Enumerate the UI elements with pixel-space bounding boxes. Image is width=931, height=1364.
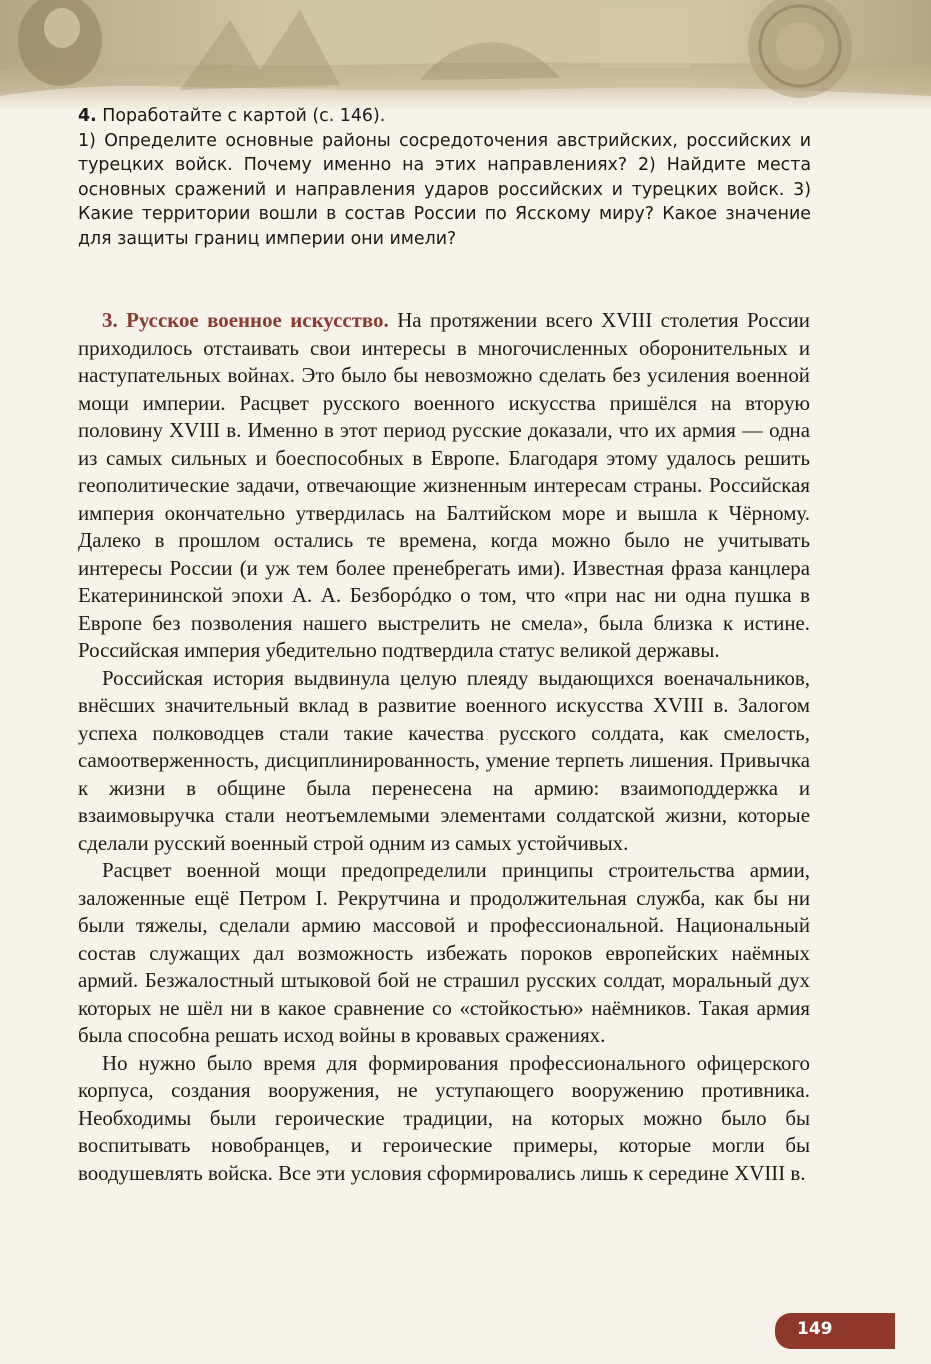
task-title: Поработайте с картой (с. 146). — [102, 106, 386, 126]
paragraph-3: Расцвет военной мощи предопределили принципы строительства армии, заложенные ещё Петром I. Рекрутчина и продолжительная служба, как бы ни были тяжелы, сделали армию массовой и профессиональной. Национальный состав служащих дал возможность избежать пороков европейских наёмных армий. Безжалостный штыковой бой не страшил русских солдат, моральный дух которых не шёл ни в какое сравнение со «стойкостью» наёмников. Такая армия была способна решать исход войны в кровавых сражениях. — [78, 858, 810, 1047]
section-heading: 3. Русское военное искусство. — [102, 308, 389, 332]
decorative-banner — [0, 0, 931, 112]
map-task-block — [78, 104, 811, 252]
task-questions: 1) Определите основные районы сосредоточения австрийских, российских и турецких войск. Почему именно на этих направлениях? 2) Найдите места основных сражений и направления ударов российских и турецких войск. 3) Какие территории вошли в состав России по Ясскому миру? Какое значение для защиты границ империи они имели? — [78, 130, 811, 249]
page-number: 149 — [797, 1319, 833, 1339]
page-number-badge — [775, 1313, 895, 1349]
task-number: 4. — [78, 106, 97, 126]
paragraph-1 — [78, 307, 810, 665]
paragraph-1-text: На протяжении всего XVIII столетия России приходилось отстаивать свои интересы в многочисленных оборонительных и наступательных войнах. Это было бы невозможно сделать без усиления военной мощи империи. Расцвет русского военного искусства пришёлся на вторую половину XVIII в. Именно в этот период русские доказали, что их армия — одна из самых сильных и боеспособных в Европе. Благодаря этому удалось решить геополитические задачи, отвечающие жизненным интересам страны. Российская империя окончательно утвердилась на Балтийском море и вышла к Чёрному. Далеко в прошлом остались те времена, когда можно было не учитывать интересы России (и уж тем более пренебрегать ими). Известная фраза канцлера Екатерининской эпохи А. А. Безборóдко о том, что «при нас ни одна пушка в Европе без позволения нашего выстрелить не смела», была близка к истине. Российская империя убедительно подтвердила статус великой державы. — [78, 308, 810, 662]
section-body — [78, 307, 810, 1187]
banner-illustration — [0, 0, 931, 112]
paragraph-2: Российская история выдвинула целую плеяду выдающихся военачальников, внёсших значительный вклад в развитие военного искусства XVIII в. Залогом успеха полководцев стали такие качества русского солдата, как смелость, самоотверженность, дисциплинированность, умение терпеть лишения. Привычка к жизни в общине была перенесена на армию: взаимоподдержка и взаимовыручка стали неотъемлемыми элементами солдатской жизни, которые сделали русский военный строй одним из самых устойчивых. — [78, 665, 810, 855]
map-task-text — [78, 104, 811, 129]
paragraph-4: Но нужно было время для формирования профессионального офицерского корпуса, создания вооружения, не уступающего вооружению противника. Необходимы были героические традиции, на которых можно было бы воспитывать новобранцев, и героические примеры, которые могли бы воодушевлять войска. Все эти условия сформировались лишь к середине XVIII в. — [78, 1050, 810, 1185]
